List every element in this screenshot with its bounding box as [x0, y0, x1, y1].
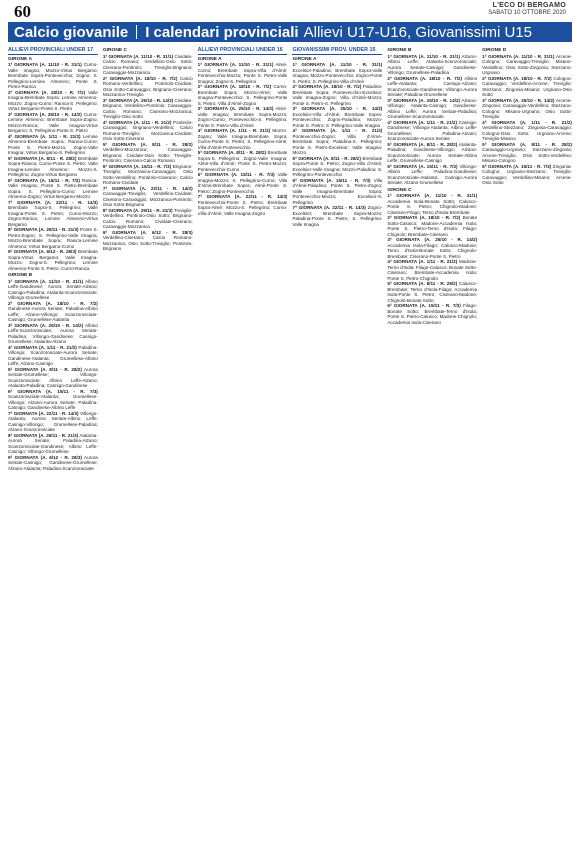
- matchday-entry: 9ª GIORNATA (A. 6/12 - R. 28/3) Aurora Seriate-Casnigo; Gandinese-Grumellese; Alzano-Atalanta; Paladina-Scanzorosciate: [8, 454, 98, 471]
- matchday-entry: 1ª GIORNATA (A. 11/10 - R. 31/1) Excelsior-Paladina; Brembate Sopra-Valle Imagna; Mozzo-Pontevecchio; Zogno-Ponte S. Pietro; S. Pellegrino-Villa d'Almè: [292, 62, 383, 84]
- matchday-entry: 1ª GIORNATA (A. 11/10 - R. 31/1) Curno-Valle Imagna; Mozzo-Virtus Bergamo; Brembate Sopra-Pontevecchio; Zogno; S. Pellegrino-Lemine Almenno; Ponte S. Pietro-Ranica: [8, 62, 98, 90]
- matchday-entry: 2ª GIORNATA (A. 18/10 - R. 7/2) Cologno-Caravaggio; Verdellino-Arcene; Treviglio-Stezzano; Zingonia-Misano; Urgnano-Osio Sotto: [482, 75, 572, 97]
- matchday-entry: 4ª GIORNATA (A. 1/11 - R. 21/2) Pontirolo-Caravaggio; Brignano-Verdellino; Calcio Romano-Treviglio; Mozzanica-Cividate; Osio Sotto-Ciserano: [102, 119, 193, 141]
- matchday-entry: 8ª GIORNATA (A. 29/11 - R. 21/3) Ponte S. Pietro-Zogno; S. Pellegrino-Valle Imagna; Mozzo-Brembate Sopra; Ranica-Lemine Almenno; Virtus Bergamo-Curno: [8, 227, 98, 249]
- matchday-entry: 5ª GIORNATA (A. 8/11 - R. 28/2) Verdellino-Mozzanica; Caravaggio-Brignano; Cividate-Osio Sotto; Treviglio-Pontirolo; Ciserano-Calcio Romano: [102, 141, 193, 163]
- matchday-entry: 7ª GIORNATA (A. 22/11 - R. 14/3) Villongo-Atalanta; Aurora Seriate-Albino Leffe; Casnigo-Villongo; Grumellese-Paladina; Alzano-Scanzorosciate: [8, 410, 98, 433]
- text-column: [292, 46, 382, 845]
- matchday-entry: 1ª GIORNATA (A. 11/10 - R. 31/1) Cividate-Calcio Romano; Verdellino-Osio Sotto; Ciserano-Pontirolo; Treviglio-Brignano; Caravaggio-Mozzanica: [102, 53, 193, 75]
- article-title: I calendari provinciali: [145, 23, 299, 41]
- group-heading: GIRONE B: [8, 273, 33, 279]
- matchday-entry: 3ª GIORNATA (A. 25/10 - R. 14/2) Almè-Valle Imagna; Brembate Sopra-Mozzo; Zogno-Curno; Pontevecchio-S. Pellegrino; Ponte S. Pietro-Villa d'Almè: [197, 106, 288, 128]
- matchday-entry: 1ª GIORNATA (A. 11/10 - R. 31/1) Almè-Curno; Brembate Sopra-Villa d'Almè; Pontevecchio-Mozzo; Ponte S. Pietro-Valle Imagna; Zogno-S. Pellegrino: [197, 62, 288, 84]
- group-heading: GIRONE C: [102, 48, 128, 53]
- matchday-entry: 5ª GIORNATA (A. 8/11 - R. 28/2) Atalanta-Paladina; Gandinese-Villongo; Alzano-Scanzorosciate; Aurora Seriate-Albino Leffe; Grumellese-Casnigo: [387, 141, 478, 163]
- page-header: [0, 0, 580, 22]
- matchday-entry: 1ª GIORNATA (A. 11/10 - R. 31/1) Albino Leffe-Gandinese; Aurora Seriate-Alzano; Casnigo-Paladina; Atalanta-Scanzorosciate; Villongo-Grumellese: [8, 278, 98, 301]
- section-name: Calcio giovanile: [14, 23, 129, 41]
- matchday-entry: 1ª GIORNATA (A. 11/10 - R. 31/1) Arcene-Cologno; Caravaggio-Treviglio; Misano-Verdellino; Osio Sotto-Zingonia; Stezzano-Urgnano: [482, 53, 572, 75]
- matchday-entry: 6ª GIORNATA (A. 15/11 - R. 7/3) Filago-Bonate Sotto; Brembate-Terno d'Isola; Ponte S. Pietro-Calusco; Madone-Chignolo; Accademia Isola-Ciserano: [387, 303, 478, 325]
- text-column: [387, 46, 477, 845]
- matchday-entry: 3ª GIORNATA (A. 25/10 - R. 14/2) Arcene-Zingonia; Caravaggio-Verdellino; Stezzano-Cologno; Misano-Urgnano; Osio Sotto-Treviglio: [482, 97, 572, 119]
- matchday-entry: 6ª GIORNATA (A. 15/11 - R. 7/3) Zingonia-Cologno; Urgnano-Stezzano; Treviglio-Caravaggio; Verdellino-Misano; Arcene-Osio Sotto: [482, 163, 572, 185]
- group-heading: GIRONE A: [292, 56, 317, 62]
- group-heading: GIRONE B: [387, 48, 412, 53]
- matchday-entry: 5ª GIORNATA (A. 8/11 - R. 28/2) Brembate Sopra-Ponte S. Pietro; Zogno-Villa d'Almè; Excelsior-Valle Imagna; Mozzo-Paladina; S. Pellegrino-Pontevecchio: [292, 155, 383, 178]
- matchday-entry: 3ª GIORNATA (A. 25/10 - R. 14/2) Albino Leffe-Scanzorosciate; Aurora Seriate-Paladina; Villongo-Gandinese; Casnigo-Grumellese; Atalanta-Alzano: [8, 322, 98, 345]
- category-heading: ALLIEVI PROVINCIALI UNDER 16: [198, 47, 288, 55]
- newspaper-name: L'ECO DI BERGAMO: [492, 2, 566, 9]
- matchday-entry: 3ª GIORNATA (A. 25/10 - R. 14/2) Excelsior-Villa d'Almè; Brembate Sopra-Pontevecchio; Zogno-Paladina; Mozzo-Ponte S. Pietro; S. Pellegrino-Valle Imagna: [292, 106, 383, 128]
- article-subtitle: Allievi U17-U16, Giovanissimi U15: [303, 23, 533, 41]
- group-heading: GIRONE A: [197, 56, 222, 62]
- group-heading: GIRONE C: [387, 187, 412, 193]
- matchday-entry: 3ª GIORNATA (A. 25/10 - R. 14/2) Alzano-Villongo; Atalanta-Casnigo; Gandinese-Albino Leffe; Aurora Seriate-Paladina; Grumellese-Scanzorosciate: [387, 97, 478, 119]
- matchday-entry: 5ª GIORNATA (A. 8/11 - R. 28/2) Calusco-Brembate; Terno d'Isola-Filago; Accademia Isola-Ponte S. Pietro; Ciserano-Madone; Chignolo-Bonate Sotto: [387, 281, 478, 303]
- section-banner: [8, 22, 572, 42]
- matchday-entry: 3ª GIORNATA (A. 25/10 - R. 14/2) Cividate-Brignano; Verdellino-Pontirolo; Caravaggio-Calcio Romano; Ciserano-Mozzanica; Treviglio-Osio Sotto: [102, 97, 193, 119]
- banner-divider: [136, 25, 137, 39]
- matchday-entry: 6ª GIORNATA (A. 15/11 - R. 7/3) Valle Imagna-Mozzo; S. Pellegrino-Curno; Villa d'Almè-Brembate Sopra; Almè-Ponte S. Pietro; Zogno-Pontevecchio: [197, 172, 288, 194]
- matchday-entry: 9ª GIORNATA (A. 6/12 - R. 28/3) Brembate Sopra-Virtus Bergamo; Valle Imagna-Mozzo; Zogno-S. Pellegrino; Lemine Almenno-Ponte S. Pietro; Curno-Ranica: [8, 249, 98, 271]
- matchday-entry: 1ª GIORNATA (A. 11/10 - R. 31/1) Alzano-Albino Leffe; Atalanta-Scanzorosciate; Aurora Seriate-Casnigo; Gandinese-Villongo; Grumellese-Paladina: [387, 53, 478, 75]
- matchday-entry: 4ª GIORNATA (A. 1/11 - R. 21/2) Madone-Terno d'Isola; Filago-Calusco; Bonate Sotto-Ciserano; Brembate-Accademia Isola; Ponte S. Pietro-Chignolo: [387, 259, 478, 281]
- issue-date: SABATO 10 OTTOBRE 2020: [488, 10, 566, 16]
- matchday-entry: 5ª GIORNATA (A. 8/11 - R. 28/2) Brembate Sopra-S. Pellegrino; Zogno-Valle Imagna; Almè-Villa d'Almè; Ponte S. Pietro-Mozzo; Pontevecchio-Curno: [197, 150, 288, 172]
- matchday-entry: 4ª GIORNATA (A. 1/11 - R. 21/2) Verdellino-Stezzano; Zingonia-Caravaggio; Cologno-Osio Sotto; Urgnano-Arcene; Treviglio-Misano: [482, 119, 572, 141]
- matchday-entry: 5ª GIORNATA (A. 8/11 - R. 28/2) Caravaggio-Urgnano; Stezzano-Zingonia; Arcene-Treviglio; Osio Sotto-Verdellino; Misano-Cologno: [482, 141, 572, 163]
- matchday-entry: 4ª GIORNATA (A. 1/11 - R. 21/2) Paladina-Villongo; Scanzorosciate-Aurora Seriate; Gandinese-Atalanta; Grumellese-Albino Leffe; Alzano-Casnigo: [8, 344, 98, 367]
- matchday-entry: 7ª GIORNATA (A. 22/11 - R. 14/3) Pontevecchio-Ponte S. Pietro; Brembate Sopra-Almè; Mozzo-S. Pellegrino; Curno-Villa d'Almè; Valle Imagna-Zogno: [197, 194, 288, 216]
- page-number: 60: [14, 2, 31, 21]
- matchday-entry: 5ª GIORNATA (A. 8/11 - R. 28/2) Aurora Seriate-Grumellese; Villongo-Scanzorosciate; Albino Leffe-Alzano; Atalanta-Paladina; Casnigo-Gandinese: [8, 366, 98, 389]
- matchday-entry: 1ª GIORNATA (A. 11/10 - R. 31/1) Accademia Isola-Bonate Sotto; Calusco-Ponte S. Pietro; Chignolo-Madone; Ciserano-Filago; Terno d'Isola-Brembate: [387, 193, 478, 215]
- category-heading: ALLIEVI PROVINCIALI UNDER 17: [8, 47, 98, 55]
- category-heading: GIOVANISSIMI PROV. UNDER 15: [292, 47, 382, 55]
- matchday-entry: 5ª GIORNATA (A. 8/11 - R. 28/2) Brembate Sopra-Ranica; Curno-Ponte S. Pietro; Valle Imagna-Lemine Almenno; Mozzo-S. Pellegrino; Zogno-Virtus Bergamo: [8, 155, 98, 178]
- schedule-columns: [8, 46, 572, 845]
- text-column: [8, 46, 98, 845]
- matchday-entry: 6ª GIORNATA (A. 15/11 - R. 7/3) Brignano-Treviglio; Mozzanica-Caravaggio; Osio Sotto-Verdellino; Pontirolo-Ciserano; Calcio Romano-Cividate: [102, 163, 193, 185]
- matchday-entry: 8ª GIORNATA (A. 29/11 - R. 21/3) Treviglio-Verdellino; Pontirolo-Osio Sotto; Brignano-Calcio Romano; Cividate-Ciserano; Caravaggio-Mozzanica: [102, 207, 193, 229]
- text-column: [198, 46, 288, 845]
- matchday-entry: 6ª GIORNATA (A. 15/11 - R. 7/3) Ranica-Valle Imagna; Ponte S. Pietro-Brembate Sopra; S. Pellegrino-Curno; Lemine Almenno-Zogno; Virtus Bergamo-Mozzo: [8, 177, 98, 200]
- text-column: [103, 46, 193, 845]
- group-heading: GIRONE A: [8, 56, 33, 62]
- matchday-entry: 2ª GIORNATA (A. 18/10 - R. 7/2) Curno-Brembate Sopra; Mozzo-Almè; Valle Imagna-Pontevecchio; S. Pellegrino-Ponte S. Pietro; Villa d'Almè-Zogno: [197, 84, 288, 106]
- matchday-entry: 7ª GIORNATA (A. 22/11 - R. 14/3) Zogno-Excelsior; Brembate Sopra-Mozzo; Paladina-Ponte S. Pietro; S. Pellegrino-Valle Imagna: [292, 205, 383, 227]
- matchday-entry: 6ª GIORNATA (A. 15/11 - R. 7/3) Scanzorosciate-Atalanta; Grumellese-Villongo; Alzano-Aurora Seriate; Paladina-Casnigo; Gandinese-Albino Leffe: [8, 388, 98, 411]
- matchday-entry: 7ª GIORNATA (A. 22/11 - R. 14/3) Brembate Sopra-S. Pellegrino; Valle Imagna-Ponte S. Pietro; Curno-Mozzo; Zogno-Ranica; Lemine Almenno-Virtus Bergamo: [8, 199, 98, 227]
- matchday-entry: 2ª GIORNATA (A. 18/10 - R. 7/2) Gandinese-Aurora Seriate; Paladina-Albino Leffe; Alzano-Villongo; Scanzorosciate-Casnigo; Grumellese-Atalanta: [8, 300, 98, 323]
- matchday-entry: 2ª GIORNATA (A. 18/10 - R. 7/2) Albino Leffe-Atalanta; Casnigo-Alzano; Scanzorosciate-Gandinese; Villongo-Aurora Seriate; Paladina-Grumellese: [387, 75, 478, 97]
- matchday-entry: 2ª GIORNATA (A. 18/10 - R. 7/2) Bonate Sotto-Calusco; Madone-Accademia Isola; Ponte S. Pietro-Terno d'Isola; Filago-Chignolo; Brembate-Ciserano: [387, 215, 478, 237]
- matchday-entry: 2ª GIORNATA (A. 18/10 - R. 7/2) Paladina-Brembate Sopra; Pontevecchio-Excelsior; Valle Imagna-Zogno; Villa d'Almè-Mozzo; Ponte S. Pietro-S. Pellegrino: [292, 84, 383, 106]
- group-heading: GIRONE D: [482, 48, 507, 53]
- matchday-entry: 4ª GIORNATA (A. 1/11 - R. 21/2) Mozzo-Zogno; Valle Imagna-Brembate Sopra; Curno-Ponte S. Pietro; S. Pellegrino-Almè; Villa d'Almè-Pontevecchio: [197, 128, 288, 150]
- text-column: [482, 46, 572, 845]
- matchday-entry: 2ª GIORNATA (A. 18/10 - R. 7/2) Calcio Romano-Verdellino; Pontirolo-Cividate; Osio Sotto-Caravaggio; Brignano-Ciserano; Mozzanica-Treviglio: [102, 75, 193, 97]
- matchday-entry: 2ª GIORNATA (A. 18/10 - R. 7/2) Valle Imagna-Brembate Sopra; Lemine Almenno-Mozzo; Zogno-Curno; Ranica-S. Pellegrino; Virtus Bergamo-Ponte S. Pietro: [8, 89, 98, 112]
- matchday-entry: 9ª GIORNATA (A. 6/12 - R. 28/3) Verdellino-Ciserano; Calcio Romano-Mozzanica; Osio Sotto-Treviglio; Pontirolo-Brignano: [102, 229, 193, 251]
- matchday-entry: 4ª GIORNATA (A. 1/11 - R. 21/2) Casnigo-Gandinese; Villongo-Atalanta; Albino Leffe-Grumellese; Paladina-Alzano; Scanzorosciate-Aurora Seriate: [387, 119, 478, 141]
- matchday-entry: 3ª GIORNATA (A. 25/10 - R. 14/2) Accademia Isola-Filago; Calusco-Madone; Terno d'Isola-Bonate Sotto; Chignolo-Brembate; Ciserano-Ponte S. Pietro: [387, 237, 478, 259]
- matchday-entry: 8ª GIORNATA (A. 29/11 - R. 21/3) Atalanta-Aurora Seriate; Paladina-Alzano; Scanzorosciate-Gandinese; Albino Leffe-Casnigo; Villongo-Grumellese: [8, 432, 98, 455]
- matchday-entry: 3ª GIORNATA (A. 25/10 - R. 14/2) Curno-Lemine Almenno; Brembate Sopra-Zogno; Mozzo-Ranica; Valle Imagna-Virtus Bergamo; S. Pellegrino-Ponte S. Pietro: [8, 111, 98, 134]
- matchday-entry: 7ª GIORNATA (A. 22/11 - R. 14/3) Caravaggio-Treviglio; Verdellino-Cividate; Ciserano-Caravaggio; Mozzanica-Pontirolo; Osio Sotto-Brignano: [102, 185, 193, 207]
- matchday-entry: 6ª GIORNATA (A. 15/11 - R. 7/3) Villongo-Albino Leffe; Paladina-Gandinese; Scanzorosciate-Atalanta; Casnigo-Aurora Seriate; Alzano-Grumellese: [387, 163, 478, 185]
- matchday-entry: 4ª GIORNATA (A. 1/11 - R. 21/2) Lemine Almenno-Brembate Sopra; Ranica-Curno; Ponte S. Pietro-Mozzo; Zogno-Valle Imagna; Virtus Bergamo-S. Pellegrino: [8, 133, 98, 156]
- matchday-entry: 6ª GIORNATA (A. 15/11 - R. 7/3) Villa d'Almè-Paladina; Ponte S. Pietro-Zogno; Valle Imagna-Brembate Sopra; Pontevecchio-Mozzo; Excelsior-S. Pellegrino: [292, 177, 383, 205]
- masthead: [488, 2, 566, 17]
- matchday-entry: 4ª GIORNATA (A. 1/11 - R. 21/2) Pontevecchio-Zogno; Villa d'Almè-Brembate Sopra; Paladina-S. Pellegrino; Ponte S. Pietro-Excelsior; Valle Imagna-Mozzo: [292, 128, 383, 156]
